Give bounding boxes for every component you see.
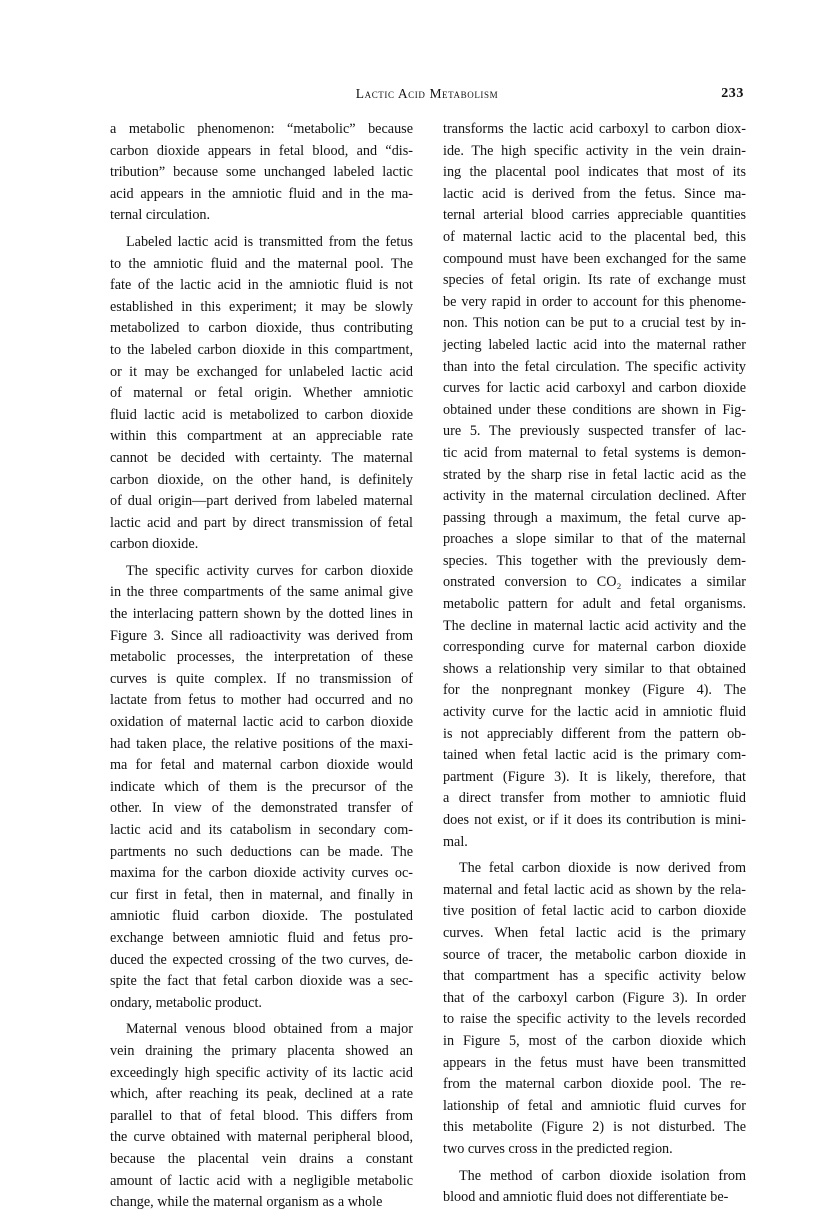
- text-line: metabolic pattern for adult and fetal organisms.: [443, 596, 746, 613]
- paragraph: [443, 119, 746, 853]
- text-line: other. In view of the demonstrated transfer of: [110, 800, 413, 817]
- text-line: blood and amniotic fluid does not differentiate be-: [443, 1189, 729, 1206]
- text-line: Labeled lactic acid is transmitted from the fetus: [126, 233, 413, 250]
- text-line: lactic acid is derived from the fetus. Since ma-: [443, 185, 746, 202]
- text-line: tained when fetal lactic acid is the primary com-: [443, 747, 746, 764]
- text-line: the curve obtained with maternal peripheral blood,: [110, 1129, 413, 1146]
- text-line: vein draining the primary placenta showed an: [110, 1042, 413, 1059]
- text-line: a direct transfer from mother to amniotic fluid: [443, 790, 746, 807]
- paragraph: [443, 1166, 746, 1209]
- text-line: lationship of fetal and amniotic fluid curves for: [443, 1097, 746, 1114]
- text-line: fate of the lactic acid in the amniotic fluid is not: [110, 277, 413, 294]
- text-line: oxidation of maternal lactic acid to carbon dioxide: [110, 714, 413, 731]
- text-line: the interlacing pattern shown by the dotted lines in: [110, 606, 413, 623]
- text-line: within this compartment at an appreciable rate: [110, 428, 413, 445]
- running-title: Lactic Acid Metabolism: [355, 86, 499, 101]
- running-head: [110, 86, 744, 106]
- page-number: 233: [721, 86, 744, 101]
- text-line: carbon dioxide.: [110, 536, 199, 553]
- text-line: cur first in fetal, then in maternal, and finally in: [110, 886, 413, 903]
- text-line: exceedingly high specific activity of its lactic acid: [110, 1064, 413, 1081]
- text-line: from the maternal carbon dioxide pool. The re-: [443, 1076, 746, 1093]
- left-column: [110, 119, 413, 1219]
- text-line: activity in the maternal circulation declined. After: [443, 488, 746, 505]
- text-line: amniotic fluid carbon dioxide. The postulated: [110, 908, 413, 925]
- text-line: lactic acid and its catabolism in secondary com-: [110, 822, 413, 838]
- paragraph: [110, 232, 413, 556]
- text-line: curves. When fetal lactic acid is the primary: [443, 924, 746, 941]
- text-line: strated by the sharp rise in fetal lactic acid as the: [443, 466, 746, 483]
- text-line: source of tracer, the metabolic carbon dioxide in: [443, 946, 746, 963]
- text-line: ternal circulation.: [110, 207, 211, 224]
- text-line: in Figure 5, most of the carbon dioxide which: [443, 1032, 746, 1049]
- text-line: established in this experiment; it may be slowly: [110, 298, 413, 315]
- text-line: ma for fetal and maternal carbon dioxide would: [110, 757, 413, 774]
- text-line: tive position of fetal lactic acid to carbon dioxide: [443, 903, 746, 920]
- text-line: of dual origin—part derived from labeled maternal: [110, 493, 413, 510]
- text-line: activity curve for the lactic acid in amniotic fluid: [443, 704, 746, 721]
- text-line: maxima for the carbon dioxide activity curves oc-: [110, 865, 413, 882]
- text-line: lactate from fetus to mother had occurred and no: [110, 692, 413, 709]
- text-line: indicate which of them is the precursor of the: [110, 778, 413, 795]
- text-line: that compartment has a specific activity below: [443, 968, 746, 985]
- text-line: to the labeled carbon dioxide in this compartment,: [110, 341, 413, 358]
- text-line: that of the carboxyl carbon (Figure 3). In order: [443, 989, 746, 1006]
- text-line: because the placental vein drains a constant: [110, 1150, 413, 1167]
- text-line: carbon dioxide, on the other hand, is definitely: [110, 471, 413, 488]
- text-line: Figure 3. Since all radioactivity was derived from: [110, 627, 413, 644]
- text-line: corresponding curve for maternal carbon dioxide: [443, 639, 746, 656]
- text-line: spite the fact that fetal carbon dioxide was a sec-: [110, 973, 413, 990]
- text-line: in the three compartments of the same animal give: [110, 584, 413, 601]
- text-line: partments no such deductions can be made. The: [110, 843, 413, 860]
- paragraph: [110, 561, 413, 1014]
- text-line: two curves cross in the predicted region.: [443, 1140, 673, 1157]
- text-line: to raise the specific activity to the levels recorded: [443, 1011, 746, 1028]
- text-line: The specific activity curves for carbon dioxide: [126, 562, 413, 579]
- text-line: or it may be exchanged for unlabeled lactic acid: [110, 363, 413, 380]
- text-line: duced the expected crossing of the two curves, de-: [110, 951, 413, 968]
- text-line: tribution” because some unchanged labeled lactic: [110, 164, 413, 181]
- text-line: onstrated conversion to CO₂ indicates a similar: [443, 574, 746, 591]
- text-line: to the amniotic fluid and the maternal pool. The: [110, 255, 413, 272]
- text-line: transforms the lactic acid carboxyl to carbon diox-: [443, 121, 746, 137]
- text-line: compound must have been exchanged for the same: [443, 250, 746, 267]
- text-line: proaches a slope similar to that of the maternal: [443, 531, 746, 548]
- paragraph: [110, 1019, 413, 1213]
- text-line: is not appreciably different from the pattern ob-: [443, 725, 746, 742]
- text-line: Maternal venous blood obtained from a major: [126, 1021, 413, 1038]
- text-line: fluid lactic acid is metabolized to carbon dioxide: [110, 406, 413, 423]
- text-line: had taken place, the relative positions of the maxi-: [110, 735, 413, 752]
- text-line: jecting labeled lactic acid into the maternal rather: [443, 336, 746, 353]
- text-line: be very rapid in order to account for this phenome-: [443, 293, 746, 310]
- text-line: change, while the maternal organism as a whole: [110, 1194, 383, 1211]
- text-line: shows a relationship very similar to that obtained: [443, 660, 746, 677]
- text-line: species of fetal origin. Its rate of exchange must: [443, 272, 746, 289]
- text-line: obtained under these conditions are shown in Fig-: [443, 401, 746, 418]
- text-line: metabolic processes, the interpretation of these: [110, 649, 413, 666]
- text-line: parallel to that of fetal blood. This differs from: [110, 1107, 413, 1124]
- paragraph: [443, 858, 746, 1160]
- text-line: cannot be decided with certainty. The maternal: [110, 449, 413, 466]
- text-line: of maternal lactic acid to the placental bed, this: [443, 228, 746, 245]
- text-line: does not exist, or if it does its contribution is mini-: [443, 812, 746, 828]
- text-line: curves is quite complex. If no transmission of: [110, 670, 413, 687]
- text-line: passing through a maximum, the fetal curve ap-: [443, 509, 746, 526]
- text-line: which, after reaching its peak, declined at a rate: [110, 1086, 413, 1103]
- text-line: maternal and fetal lactic acid as shown by the rela-: [443, 881, 746, 898]
- text-line: appears in the fetus must have been transmitted: [443, 1054, 746, 1071]
- text-line: The decline in maternal lactic acid activity and the: [443, 617, 746, 634]
- text-line: of maternal or fetal origin. Whether amniotic: [110, 385, 413, 402]
- text-line: ondary, metabolic product.: [110, 994, 262, 1011]
- right-column: [443, 119, 746, 1214]
- text-line: tic acid from maternal to fetal systems is demon-: [443, 444, 746, 461]
- text-line: ure 5. The previously suspected transfer of lac-: [443, 423, 746, 440]
- text-line: non. This notion can be put to a crucial test by in-: [443, 315, 746, 332]
- text-line: acid appears in the amniotic fluid and in the ma-: [110, 185, 413, 202]
- text-line: than into the fetal circulation. The specific activity: [443, 358, 746, 375]
- text-line: ide. The high specific activity in the vein drain-: [443, 142, 746, 159]
- text-line: The fetal carbon dioxide is now derived from: [459, 860, 746, 877]
- text-line: mal.: [443, 833, 468, 850]
- text-line: exchange between amniotic fluid and fetus pro-: [110, 929, 413, 946]
- text-line: carbon dioxide appears in fetal blood, and “dis-: [110, 142, 413, 159]
- paragraph: [110, 119, 413, 227]
- text-line: curves for lactic acid carboxyl and carbon dioxide: [443, 380, 746, 397]
- text-line: lactic acid and part by direct transmission of fetal: [110, 514, 413, 531]
- text-line: a metabolic phenomenon: “metabolic” because: [110, 121, 413, 137]
- text-line: ternal arterial blood carries appreciable quantities: [443, 207, 746, 224]
- text-line: species. This together with the previously dem-: [443, 552, 746, 569]
- text-line: amount of lactic acid with a negligible metabolic: [110, 1172, 413, 1189]
- text-line: for the nonpregnant monkey (Figure 4). The: [443, 682, 746, 699]
- text-line: The method of carbon dioxide isolation from: [459, 1167, 746, 1184]
- text-line: ing the placental pool indicates that most of its: [443, 164, 746, 181]
- text-line: metabolized to carbon dioxide, thus contributing: [110, 320, 413, 337]
- text-line: this metabolite (Figure 2) is not disturbed. The: [443, 1119, 746, 1136]
- text-line: partment (Figure 3). It is likely, therefore, that: [443, 768, 746, 785]
